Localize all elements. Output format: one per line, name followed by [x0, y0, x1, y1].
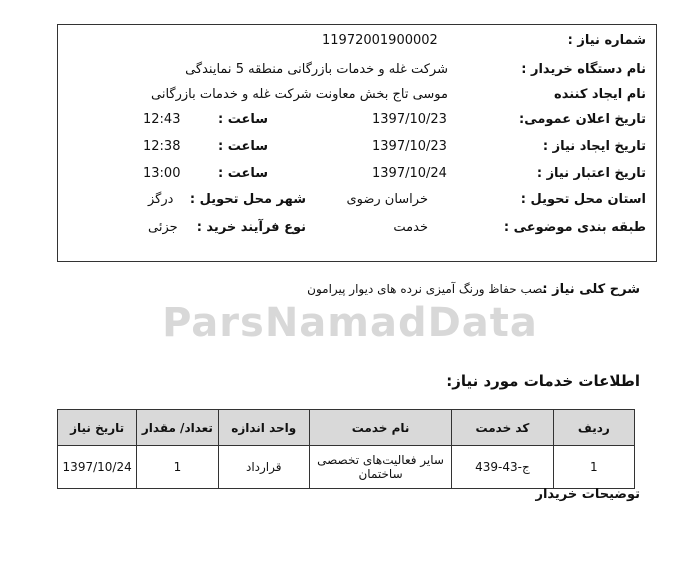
header-service-name: نام خدمت — [309, 410, 451, 446]
description-text: نصب حفاظ ورنگ آمیزی نرده های دیوار پیرامون — [307, 282, 546, 296]
header-service-code: کد خدمت — [452, 410, 554, 446]
cell-unit: قرارداد — [218, 446, 309, 489]
row-announce — [58, 108, 656, 134]
buyer-org-label: نام دستگاه خریدار : — [521, 62, 646, 77]
province-label: استان محل تحویل : — [520, 192, 646, 207]
city-label: شهر محل تحویل : — [189, 192, 306, 207]
create-time-label: ساعت : — [218, 139, 269, 154]
services-header-row — [58, 410, 635, 446]
process-label: نوع فرآیند خرید : — [196, 220, 306, 235]
need-number-label: شماره نیاز : — [567, 33, 646, 48]
services-title: اطلاعات خدمات مورد نیاز: — [446, 372, 640, 390]
province-value: خراسان رضوی — [346, 192, 428, 207]
city-value: درگز — [148, 192, 174, 207]
announce-date: 1397/10/23 — [372, 112, 447, 127]
buyer-org-value: شرکت غله و خدمات بازرگانی منطقه 5 نمایندگی — [185, 62, 448, 77]
buyer-notes-label: توضیحات خریدار — [535, 487, 640, 502]
need-info-box — [57, 24, 657, 262]
row-valid — [58, 162, 656, 188]
category-label: طبقه بندی موضوعی : — [503, 220, 646, 235]
cell-need-date: 1397/10/24 — [58, 446, 137, 489]
announce-time-label: ساعت : — [218, 112, 269, 127]
valid-date: 1397/10/24 — [372, 166, 447, 181]
row-province — [58, 188, 656, 214]
watermark-text: ParsNamadData — [162, 300, 538, 346]
create-label: تاریخ ایجاد نیاز : — [542, 139, 646, 154]
valid-time-label: ساعت : — [218, 166, 269, 181]
valid-time: 13:00 — [143, 166, 181, 181]
create-date: 1397/10/23 — [372, 139, 447, 154]
row-create — [58, 135, 656, 161]
services-table — [57, 409, 635, 489]
valid-label: تاریخ اعتبار نیاز : — [536, 166, 646, 181]
need-number-value: 11972001900002 — [322, 33, 438, 48]
category-value: خدمت — [393, 220, 428, 235]
table-row — [58, 446, 635, 489]
cell-service-name: سایر فعالیت‌های تخصصی ساختمان — [309, 446, 451, 489]
row-buyer-org — [58, 58, 656, 84]
row-category — [58, 216, 656, 242]
row-need-number — [58, 29, 656, 55]
header-unit: واحد اندازه — [218, 410, 309, 446]
header-need-date: تاریخ نیاز — [58, 410, 137, 446]
creator-value: موسی تاج بخش معاونت شرکت غله و خدمات بازرگانی — [150, 87, 448, 102]
creator-label: نام ایجاد کننده — [554, 87, 646, 102]
row-creator — [58, 83, 656, 109]
description-label: شرح کلی نیاز : — [542, 282, 640, 297]
header-quantity: تعداد/ مقدار — [137, 410, 218, 446]
create-time: 12:38 — [143, 139, 181, 154]
cell-row-number: 1 — [553, 446, 634, 489]
announce-time: 12:43 — [143, 112, 181, 127]
announce-label: تاریخ اعلان عمومی: — [519, 112, 646, 127]
cell-service-code: ج-43-439 — [452, 446, 554, 489]
cell-quantity: 1 — [137, 446, 218, 489]
header-row-number: ردیف — [553, 410, 634, 446]
process-value: جزئی — [148, 220, 178, 235]
